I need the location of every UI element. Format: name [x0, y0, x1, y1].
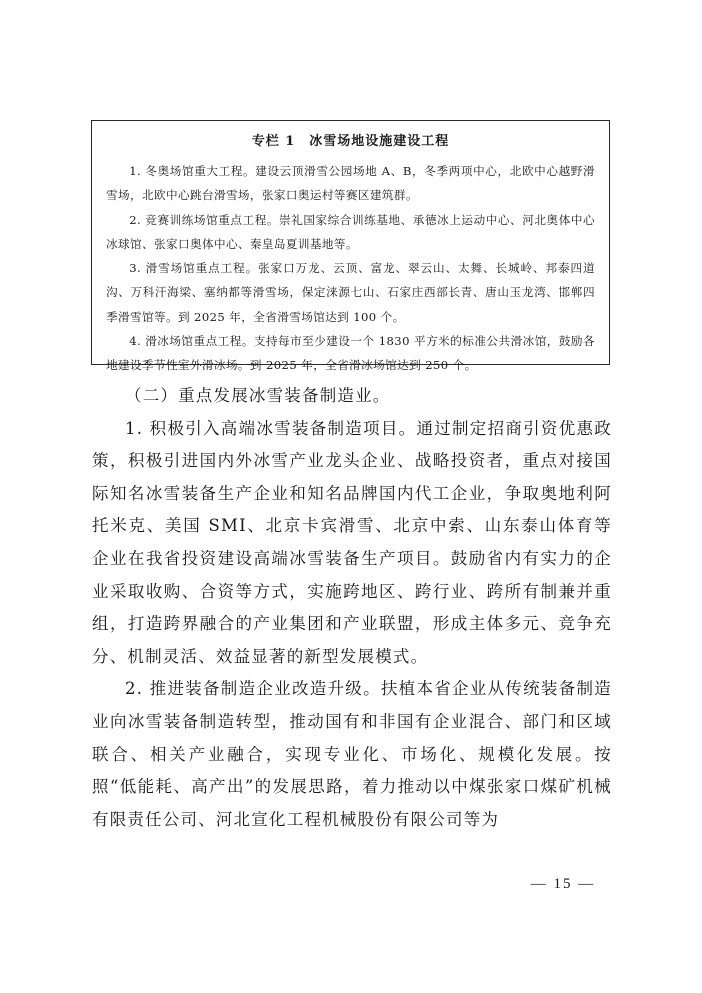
- page-number: — 15 —: [530, 876, 596, 892]
- sidebar-box-title-line: [106, 131, 595, 153]
- body-text: [92, 380, 612, 836]
- sidebar-box-item-2: 2. 竞赛训练场馆重点工程。崇礼国家综合训练基地、承德冰上运动中心、河北奥体中心冰球馆、张家口奥体中心、秦皇岛夏训基地等。: [106, 212, 595, 251]
- paragraph-1: 1. 积极引入高端冰雪装备制造项目。通过制定招商引资优惠政策，积极引进国内外冰雪产业龙头企业、战略投资者，重点对接国际知名冰雪装备生产企业和知名品牌国内代工企业，争取奥地利阿托米克、美国 SMI、北京卡宾滑雪、北京中索、山东泰山体育等企业在我省投资建设高端冰雪装备生产项目。鼓励省内有实力的企业采取收购、合资等方式，实施跨地区、跨行业、跨所有制兼并重组，打造跨界融合的产业集团和产业联盟，形成主体多元、竞争充分、机制灵活、效益显著的新型发展模式。: [92, 418, 612, 666]
- sidebar-box-item-1: 1. 冬奥场馆重大工程。建设云顶滑雪公园场地 A、B，冬季两项中心，北欧中心越野滑雪场，北欧中心跳台滑雪场，张家口奥运村等赛区建筑群。: [106, 164, 595, 203]
- sidebar-box-title: 冰雪场地设施建设工程: [309, 134, 450, 149]
- sidebar-box-item-3: 3. 滑雪场馆重点工程。张家口万龙、云顶、富龙、翠云山、太舞、长城岭、邦泰四道沟、万科汗海梁、塞纳都等滑雪场，保定涞源七山、石家庄西部长青、唐山玉龙湾、邯郸四季滑雪馆等。到 2025 年，全省滑雪场馆达到 100 个。: [106, 261, 595, 324]
- sidebar-box-label: 专栏 1: [251, 134, 296, 149]
- sidebar-box-item-4: 4. 滑冰场馆重点工程。支持每市至少建设一个 1830 平方米的标准公共滑冰馆，鼓励各地建设季节性室外滑冰场。到 2025 年，全省滑冰场馆达到 250 个。: [106, 334, 595, 373]
- paragraph-2: 2. 推进装备制造企业改造升级。扶植本省企业从传统装备制造业向冰雪装备制造转型，推动国有和非国有企业混合、部门和区域联合、相关产业融合，实现专业化、市场化、规模化发展。按照“低能耗、高产出”的发展思路，着力推动以中煤张家口煤矿机械有限责任公司、河北宣化工程机械股份有限公司等为: [92, 679, 612, 829]
- sidebar-box: [91, 120, 610, 373]
- section-heading: （二）重点发展冰雪装备制造业。: [125, 386, 391, 405]
